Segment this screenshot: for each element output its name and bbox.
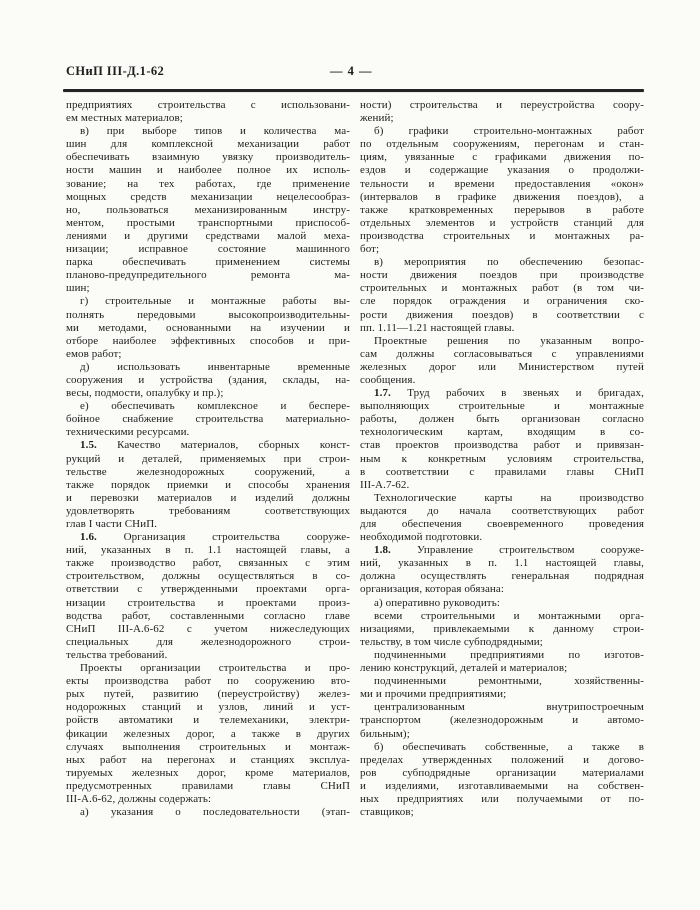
text-line: ставщиков; (360, 806, 414, 819)
text-line: сам должны согласовываться с управлениями (360, 347, 644, 360)
text-line: выдаются до начала соответствующих работ (360, 504, 644, 517)
text-line: пп. 1.11—1.21 настоящей главы. (360, 321, 515, 334)
text-line: водства работ, составленными согласно главе (66, 609, 350, 622)
header-rule (63, 89, 644, 92)
text-line: ми и прочими предприятиями; (360, 688, 507, 701)
text-line: 1.6. Организация строительства сооруже- (80, 531, 350, 544)
text-line: а) указания о последовательности (этап- (80, 806, 350, 819)
text-line: предприятиях строительства с использовани- (66, 99, 350, 111)
text-line: обеспечивать взаимную увязку производитель- (66, 151, 350, 164)
text-line: ных работ на перегонах и станциях эксплуа- (66, 753, 350, 766)
text-line: лениями и другими средствами малой меха- (66, 229, 350, 242)
column-left (66, 99, 350, 819)
text-line: 1.8. Управление строительством сооруже- (374, 544, 644, 557)
text-line: ездов и содержащие указания о продолжи- (360, 164, 644, 177)
text-line: весы, подмости, опалубку и пр.); (66, 387, 224, 400)
text-line: б) обеспечивать собственные, а также в (374, 740, 644, 753)
doc-code: СНиП III-Д.1-62 (66, 64, 165, 78)
text-line: е) обеспечивать комплексное и беспере- (80, 400, 350, 413)
text-line: организация, которая обязана: (360, 583, 505, 596)
clause-number: 1.7. (374, 387, 391, 400)
text-line: г) строительные и монтажные работы вы- (80, 295, 350, 308)
text-line: ройств автоматики и телемеханики, электри- (66, 714, 350, 727)
clause-number: 1.5. (80, 439, 97, 452)
text-line: строительством, должны осуществляться в со- (66, 570, 350, 583)
text-line: планово-предупредительного ремонта ма- (66, 269, 350, 282)
text-line: бильным); (360, 727, 410, 740)
text-line: случаях выполнения строительных и монтаж- (66, 740, 350, 753)
text-line: сооружения и устройства (здания, склады, на- (66, 373, 350, 386)
text-line: д) использовать инвентарные временные (80, 360, 350, 373)
text-line: по отдельным сооружениям, перегонам и стан- (360, 138, 644, 151)
text-line: рости движения поездов) в соответствии с (360, 308, 644, 321)
text-line: строительных и монтажных работ (в том чи- (360, 282, 644, 295)
text-line: 1.7. Труд рабочих в звеньях и бригадах, (374, 387, 644, 400)
text-line: также порядок приемки и способы хранения (66, 478, 350, 491)
text-line: ров субподрядные организации материалами (360, 766, 644, 779)
text-line: в) при выборе типов и количества ма- (80, 125, 350, 138)
text-line: тельности и времени предоставления «окон» (360, 177, 644, 190)
text-line: ответствии с утвержденными проектами орга- (66, 583, 350, 596)
text-line: III-А.6-62, должны содержать: (66, 792, 212, 805)
text-line: низации строительства и проектами произ- (66, 596, 350, 609)
text-line: и перевозки материалов и изделий должны (66, 491, 350, 504)
text-line: работы, должен быть организован согласно (360, 413, 644, 426)
text-line: ментом, простыми транспортными приспособ- (66, 216, 350, 229)
text-line: технологическим картам, входящим в со- (360, 426, 644, 439)
text-columns (66, 99, 644, 819)
text-line: СНиП III-А.6-62 с учетом нижеследующих (66, 622, 350, 635)
text-line: циям, увязанные с графиками движения по- (360, 151, 644, 164)
text-line: а) оперативно руководить: (374, 596, 500, 609)
text-line: техническими ресурсами. (66, 426, 190, 439)
text-line: Проектные решения по указанным вопро- (374, 334, 644, 347)
text-line: жений; (360, 112, 394, 125)
text-line: полнять передовыми высокопроизводительны- (66, 308, 350, 321)
text-line: всеми строительными и монтажными орга- (374, 609, 644, 622)
text-line: ным к конкретным условиям строительства, (360, 452, 644, 465)
text-line: ний, указанных в п. 1.1 настоящей главы, а (66, 544, 350, 557)
text-line: бот; (360, 243, 380, 256)
text-line: екты производства работ по сооружению вто- (66, 675, 350, 688)
text-line: III-А.7-62. (360, 478, 410, 491)
text-line: шин; (66, 282, 90, 295)
text-line: железных дорог или Министерством путей (360, 360, 644, 373)
text-line: пределах утвержденных положений и догово- (360, 753, 644, 766)
text-line: централизованным внутрипостроечным (374, 701, 644, 714)
text-line: глав I части СНиП. (66, 518, 158, 530)
text-line: ности машин и наиболее полное их исполь- (66, 164, 350, 177)
text-line: должна осуществлять генеральная подрядная (360, 570, 644, 583)
text-line: транспортом (железнодорожным и автомо- (360, 714, 644, 727)
text-line: Технологические карты на производство (374, 491, 644, 504)
text-line: в соответствии с правилами главы СНиП (360, 465, 644, 478)
text-line: лению конструкций, деталей и материалов; (360, 662, 568, 675)
text-line: отдельных элементов и устройств станций для (360, 216, 644, 229)
text-line: предусмотренных правилами главы СНиП (66, 779, 350, 792)
text-line: зование; на тех работах, где применение (66, 177, 350, 190)
text-line: низациями, привлекаемыми к данному строи- (360, 622, 644, 635)
text-line: фикации железных дорог, а также в других (66, 727, 350, 740)
text-line: (интервалов в графике движения поездов), а (360, 190, 644, 203)
text-line: специальных для железнодорожного строи- (66, 635, 350, 648)
text-line: и изделиями, изготавливаемыми на собствен- (360, 779, 644, 792)
clause-number: 1.6. (80, 531, 97, 544)
text-line: сле порядок ограждения и ограничения ско- (360, 295, 644, 308)
text-line: шин для комплексной механизации работ (66, 138, 350, 151)
text-line: тельству, в том числе субподрядными; (360, 635, 543, 648)
text-line: но, пользоваться механизированным инстру- (66, 203, 350, 216)
text-line: бойное снабжение строительства материально- (66, 413, 350, 426)
text-line: необходимой подготовки. (360, 531, 483, 544)
page-header (66, 64, 644, 86)
text-line: б) графики строительно-монтажных работ (374, 125, 644, 138)
text-line: подчиненными ремонтными, хозяйственны- (374, 675, 644, 688)
column-right (360, 99, 644, 819)
text-line: сообщения. (360, 373, 416, 386)
text-line: 1.5. Качество материалов, сборных конст- (80, 439, 350, 452)
text-line: став проектов производства работ и привязан- (360, 439, 644, 452)
text-line: выполняющих строительные и монтажные (360, 400, 644, 413)
page-number: — 4 — (330, 64, 373, 78)
text-line: парка обеспечивать применением системы (66, 256, 350, 269)
text-line: ности) строительства и переустройства соору- (360, 99, 644, 111)
text-line: ности движения поездов при производстве (360, 269, 644, 282)
text-line: рых путей, развитию (переустройству) желез- (66, 688, 350, 701)
text-line: тируемых железных дорог, кроме материалов, (66, 766, 350, 779)
text-line: ных предприятиях или получаемыми от по- (360, 792, 644, 805)
text-line: также производство работ, связанных с этим (66, 557, 350, 570)
text-line: подчиненными предприятиями по изготов- (374, 648, 644, 661)
text-line: удовлетворять требованиям соответствующих (66, 504, 350, 517)
text-line: тельства требований. (66, 648, 168, 661)
clause-number: 1.8. (374, 544, 391, 557)
text-line: производства строительных и монтажных ра- (360, 229, 644, 242)
text-line: для обеспечения своевременного проведения (360, 518, 644, 530)
text-line: нодорожных станций и узлов, линий и уст- (66, 701, 350, 714)
text-line: ем местных материалов; (66, 112, 183, 125)
text-line: низации; исправное состояние машинного (66, 243, 350, 256)
text-line: ми методами, основанными на изучении и (66, 321, 350, 334)
text-line: емов работ; (66, 347, 122, 360)
text-line: тельстве железнодорожных сооружений, а (66, 465, 350, 478)
text-line: ний, указанных в п. 1.1 настоящей главы, (360, 557, 644, 570)
text-line: отборе наиболее эффективных способов и при- (66, 334, 350, 347)
text-line: в) мероприятия по обеспечению безопас- (374, 256, 644, 269)
text-line: мощных средств механизации нецелесообраз- (66, 190, 350, 203)
text-line: рукций и деталей, применяемых при строи- (66, 452, 350, 465)
text-line: Проекты организации строительства и про- (80, 662, 350, 675)
text-line: также кратковременных перерывов в работе (360, 203, 644, 216)
